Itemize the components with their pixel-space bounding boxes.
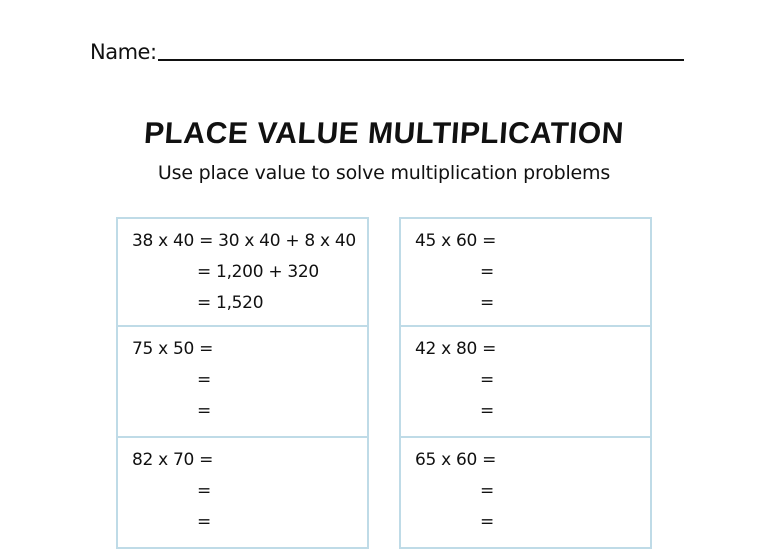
problem-equation: 45 x 60 = [415,231,497,251]
name-write-line[interactable] [158,59,684,61]
problem-equation: 42 x 80 = [415,339,497,359]
problem-step: = [197,512,211,532]
problem-step: = [197,401,211,421]
problem-column-right [399,217,652,549]
problem-box[interactable] [116,438,369,549]
problem-equation: 82 x 70 = [132,450,214,470]
problem-step: = [197,370,211,390]
problem-step: = [480,481,494,501]
problem-step: = [480,370,494,390]
name-row [90,40,684,66]
problem-equation: 75 x 50 = [132,339,214,359]
problem-step: = 1,520 [197,293,264,313]
problem-step: = 1,200 + 320 [197,262,319,282]
problem-equation: 38 x 40 = 30 x 40 + 8 x 40 [132,231,356,251]
problem-step: = [197,481,211,501]
problem-step: = [480,401,494,421]
problem-box[interactable] [399,327,652,438]
problem-step: = [480,512,494,532]
problem-box[interactable] [116,327,369,438]
problem-box[interactable] [399,438,652,549]
name-label: Name: [90,40,157,64]
problem-step: = [480,293,494,313]
problem-equation: 65 x 60 = [415,450,497,470]
worksheet-subtitle: Use place value to solve multiplication problems [157,162,611,184]
problem-step: = [480,262,494,282]
worksheet-title: PLACE VALUE MULTIPLICATION [143,117,626,150]
problem-box[interactable] [116,217,369,327]
problem-column-left [116,217,369,549]
problem-grid [116,217,652,549]
problem-box[interactable] [399,217,652,327]
